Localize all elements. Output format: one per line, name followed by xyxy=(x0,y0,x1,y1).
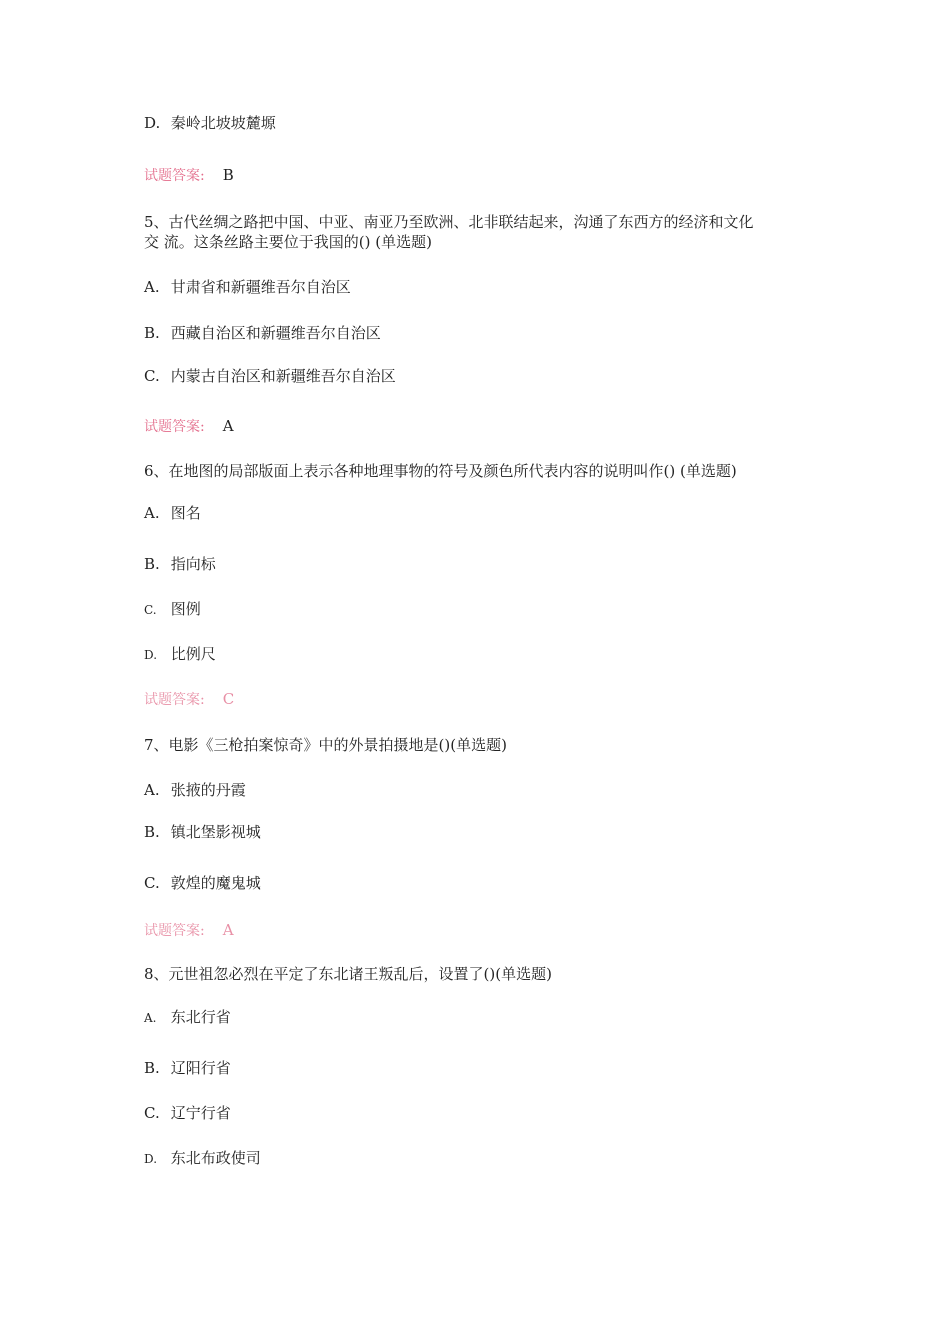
option-text: 内蒙古自治区和新疆维吾尔自治区 xyxy=(170,367,396,385)
option-text: 张掖的丹霞 xyxy=(170,781,246,799)
option-letter: A. xyxy=(144,278,160,296)
option-letter: B. xyxy=(144,324,160,342)
q7-option-c xyxy=(144,873,261,893)
option-letter: B. xyxy=(144,1059,160,1077)
option-text: 辽阳行省 xyxy=(170,1059,231,1077)
q6-option-b xyxy=(144,554,216,574)
q6-option-c xyxy=(144,599,201,620)
answer-value: B xyxy=(222,166,234,184)
q5-stem-line1: 5、古代丝绸之路把中国、中亚、南亚乃至欧洲、北非联结起来，沟通了东西方的经济和文化 xyxy=(144,213,754,231)
q8-option-c xyxy=(144,1103,231,1123)
answer-label: 试题答案: xyxy=(144,923,205,939)
option-text: 镇北堡影视城 xyxy=(170,823,261,841)
option-text: 指向标 xyxy=(170,555,216,573)
q8-option-b xyxy=(144,1058,231,1078)
answer-value: C xyxy=(222,690,235,708)
option-letter: C. xyxy=(144,367,160,385)
q8-stem: 8、元世祖忽必烈在平定了东北诸王叛乱后，设置了()(单选题) xyxy=(144,965,552,983)
q7-answer xyxy=(144,920,234,941)
option-letter: B. xyxy=(144,823,160,841)
q5-option-b xyxy=(144,323,381,343)
q6-option-d xyxy=(144,644,216,665)
option-text: 辽宁行省 xyxy=(170,1104,231,1122)
option-text: 敦煌的魔鬼城 xyxy=(170,874,261,892)
q7-option-a xyxy=(144,780,246,800)
option-text: 甘肃省和新疆维吾尔自治区 xyxy=(170,278,351,296)
answer-label: 试题答案: xyxy=(144,168,205,184)
option-letter: D. xyxy=(144,648,158,662)
option-letter: A. xyxy=(144,504,160,522)
option-letter: C. xyxy=(144,1104,160,1122)
option-text: 图例 xyxy=(170,600,201,618)
option-letter: A. xyxy=(144,1011,157,1025)
q5-option-a xyxy=(144,277,351,297)
option-text: 东北布政使司 xyxy=(170,1149,261,1167)
q7-stem: 7、电影《三枪拍案惊奇》中的外景拍摄地是()(单选题) xyxy=(144,736,507,754)
q6-answer xyxy=(144,689,234,710)
q8-option-a xyxy=(144,1007,231,1028)
answer-value: A xyxy=(222,417,234,435)
answer-value: A xyxy=(222,921,234,939)
option-text: 图名 xyxy=(170,504,201,522)
q5-option-c xyxy=(144,366,396,386)
q6-stem: 6、在地图的局部版面上表示各种地理事物的符号及颜色所代表内容的说明叫作() (单选题) xyxy=(144,462,737,480)
q4-answer xyxy=(144,165,234,186)
q7-option-b xyxy=(144,822,261,842)
answer-label: 试题答案: xyxy=(144,692,205,708)
q5-stem-line2: 交 流。这条丝路主要位于我国的() (单选题) xyxy=(144,233,432,251)
q6-option-a xyxy=(144,503,201,523)
q8-option-d xyxy=(144,1148,261,1169)
option-letter: C. xyxy=(144,603,157,617)
option-letter: C. xyxy=(144,874,160,892)
option-letter: D. xyxy=(144,1152,158,1166)
option-text: 秦岭北坡坡麓塬 xyxy=(170,114,276,132)
q5-answer xyxy=(144,416,234,437)
q4-option-d xyxy=(144,113,276,133)
option-text: 比例尺 xyxy=(170,645,216,663)
answer-label: 试题答案: xyxy=(144,419,205,435)
option-letter: B. xyxy=(144,555,160,573)
option-text: 西藏自治区和新疆维吾尔自治区 xyxy=(170,324,381,342)
option-letter: D. xyxy=(144,114,161,132)
option-letter: A. xyxy=(144,781,160,799)
option-text: 东北行省 xyxy=(170,1008,231,1026)
